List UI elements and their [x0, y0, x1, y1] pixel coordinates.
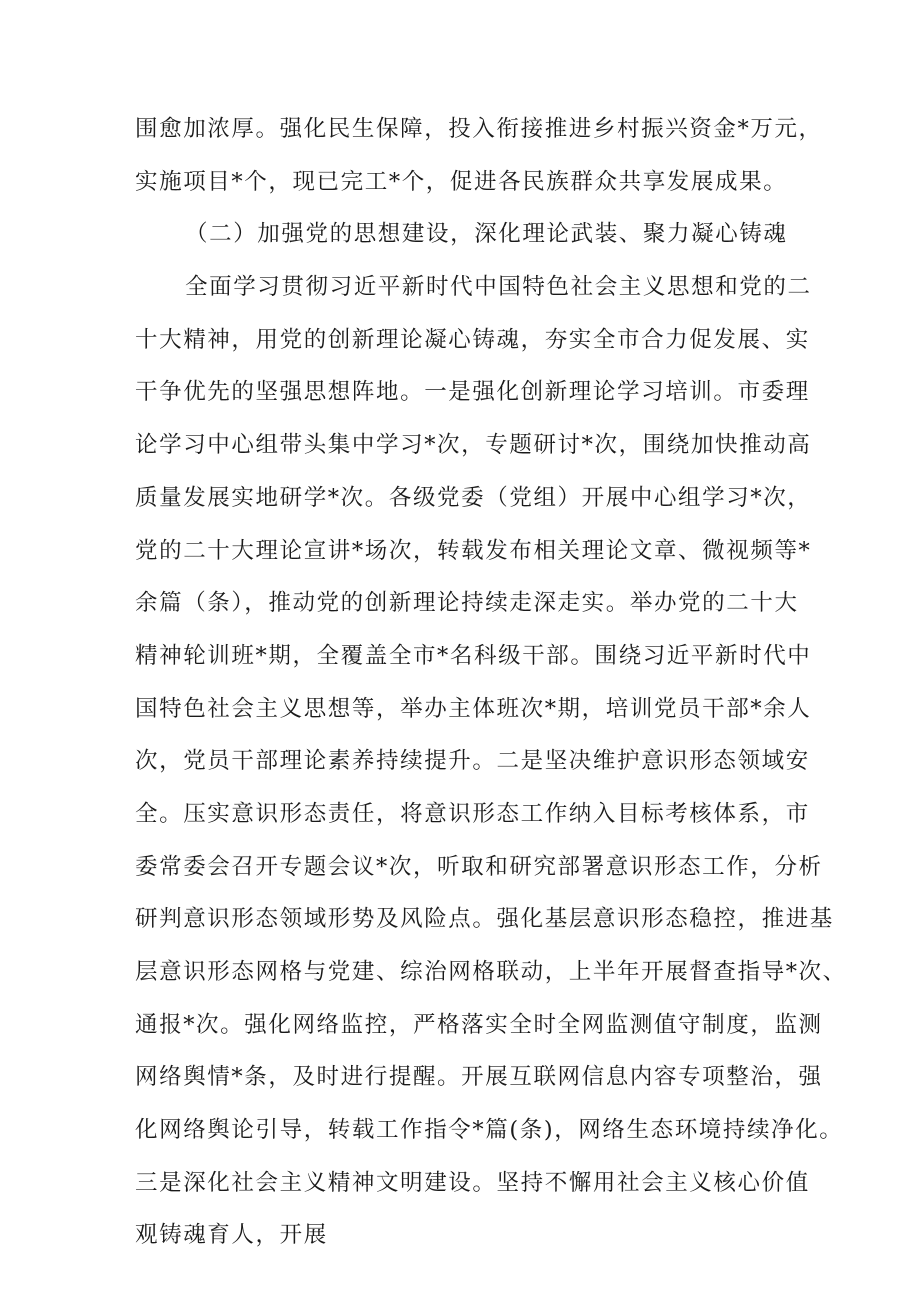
- text-line: 研判意识形态领域形势及风险点。强化基层意识形态稳控，推进基: [135, 906, 834, 933]
- text-line: 三是深化社会主义精神文明建设。坚持不懈用社会主义核心价值: [135, 1169, 810, 1196]
- text-line: 网络舆情*条，及时进行提醒。开展互联网信息内容专项整治，强: [135, 1064, 823, 1091]
- text-line: 干争优先的坚强思想阵地。一是强化创新理论学习培训。市委理: [135, 379, 810, 406]
- text-line: 化网络舆论引导，转载工作指令*篇(条)，网络生态环境持续净化。: [135, 1117, 844, 1144]
- text-line: 精神轮训班*期，全覆盖全市*名科级干部。围绕习近平新时代中: [135, 642, 812, 669]
- text-line: 十大精神，用党的创新理论凝心铸魂，夯实全市合力促发展、实: [135, 326, 810, 353]
- text-line: 通报*次。强化网络监控，严格落实全时全网监测值守制度，监测: [135, 1011, 823, 1038]
- text-line: 层意识形态网格与党建、综治网格联动，上半年开展督查指导*次、: [135, 959, 847, 985]
- text-line: 委常委会召开专题会议*次，听取和研究部署意识形态工作，分析: [135, 853, 823, 880]
- text-line: 实施项目*个，现已完工*个，促进各民族群众共享发展成果。: [135, 168, 788, 195]
- text-line: 质量发展实地研学*次。各级党委（党组）开展中心组学习*次，: [135, 484, 812, 511]
- document-body: [135, 103, 847, 1262]
- text-line: 论学习中心组带头集中学习*次，专题研讨*次，围绕加快推动高: [135, 432, 812, 459]
- paragraph-first-line: 全面学习贯彻习近平新时代中国特色社会主义思想和党的二: [185, 274, 812, 301]
- text-line: 国特色社会主义思想等，举办主体班次*期，培训党员干部*余人: [135, 695, 812, 722]
- text-line: 次，党员干部理论素养持续提升。二是坚决维护意识形态领域安: [135, 748, 810, 775]
- text-line: 余篇（条），推动党的创新理论持续走深走实。举办党的二十大: [135, 590, 799, 617]
- text-line: 党的二十大理论宣讲*场次，转载发布相关理论文章、微视频等*: [135, 537, 812, 564]
- text-line: 全。压实意识形态责任，将意识形态工作纳入目标考核体系，市: [135, 800, 810, 827]
- text-line: 围愈加浓厚。强化民生保障，投入衔接推进乡村振兴资金*万元，: [135, 116, 823, 142]
- section-heading: （二）加强党的思想建设，深化理论武装、聚力凝心铸魂: [185, 221, 788, 248]
- text-line: 观铸魂育人，开展: [135, 1222, 328, 1249]
